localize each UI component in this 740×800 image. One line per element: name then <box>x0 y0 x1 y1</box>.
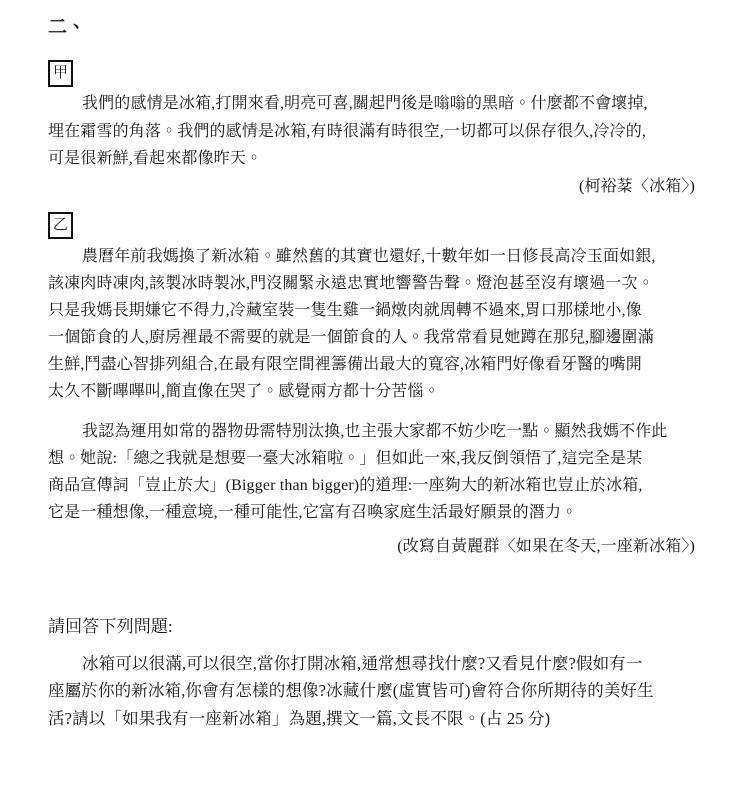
passage-line: 埋在霜雪的角落。我們的感情是冰箱,有時很滿有時很空,一切都可以保存很久,冷冷的, <box>48 122 647 140</box>
passage-jia-label: 甲 <box>48 60 73 87</box>
passage-line: 它是一種想像,一種意境,一種可能性,它富有召喚家庭生活最好願景的潛力。 <box>48 504 578 521</box>
passage-line: 一個節食的人,廚房裡最不需要的就是一個節食的人。我常常看見她蹲在那兒,腳邊圍滿 <box>48 329 654 346</box>
passage-line: 我認為運用如常的器物毋需特別汰換,也主張大家都不妨少吃一點。顯然我媽不作此 <box>82 423 668 440</box>
passage-line: 該凍肉時凍肉,該製冰時製冰,門沒關緊永遠忠實地響警告聲。燈泡甚至沒有壞過一次。 <box>48 275 654 292</box>
passage-line: 生鮮,鬥盡心智排列組合,在最有限空間裡籌備出最大的寬容,冰箱門好像看牙醫的嘴開 <box>48 356 642 373</box>
question-line: 座屬於你的新冰箱,你會有怎樣的想像?冰藏什麼(虛實皆可)會符合你所期待的美好生 <box>48 681 654 700</box>
question-prompt: 請回答下列問題: <box>48 616 173 636</box>
passage-yi-attribution: (改寫自黃麗群〈如果在冬天,一座新冰箱〉) <box>397 538 695 555</box>
passage-yi-label: 乙 <box>48 212 73 239</box>
question-line: 活?請以「如果我有一座新冰箱」為題,撰文一篇,文長不限。(占 25 分) <box>48 708 551 728</box>
question-line: 冰箱可以很滿,可以很空,當你打開冰箱,通常想尋找什麼?又看見什麼?假如有一 <box>82 653 643 673</box>
passage-line: 我們的感情是冰箱,打開來看,明亮可喜,關起門後是嗡嗡的黑暗。什麼都不會壞掉, <box>82 95 648 112</box>
passage-yi-paragraph-2 <box>48 418 695 526</box>
passage-jia-attribution: (柯裕棻〈冰箱〉) <box>578 177 695 195</box>
question-text <box>48 650 695 733</box>
passage-line: 農曆年前我媽換了新冰箱。雖然舊的其實也還好,十數年如一日修長高冷玉面如銀, <box>82 248 656 265</box>
passage-line: 只是我媽長期嫌它不得力,冷藏室裝一隻生雞一鍋燉肉就周轉不過來,胃口那樣地小,像 <box>48 302 642 319</box>
passage-jia-text <box>48 90 695 173</box>
section-number: 二、 <box>48 17 87 38</box>
passage-line: 想。她說:「總之我就是想要一臺大冰箱啦。」但如此一來,我反倒領悟了,這完全是某 <box>48 450 643 467</box>
passage-yi-paragraph-1 <box>48 243 695 405</box>
passage-line: 商品宣傳詞「豈止於大」(Bigger than bigger)的道理:一座夠大的新冰箱也豈止於冰箱, <box>48 477 643 494</box>
passage-line: 可是很新鮮,看起來都像昨天。 <box>48 150 263 167</box>
passage-line: 太久不斷嗶嗶叫,簡直像在哭了。感覺兩方都十分苦惱。 <box>48 383 440 400</box>
passage-jia <box>48 40 695 200</box>
passage-yi <box>48 200 695 561</box>
